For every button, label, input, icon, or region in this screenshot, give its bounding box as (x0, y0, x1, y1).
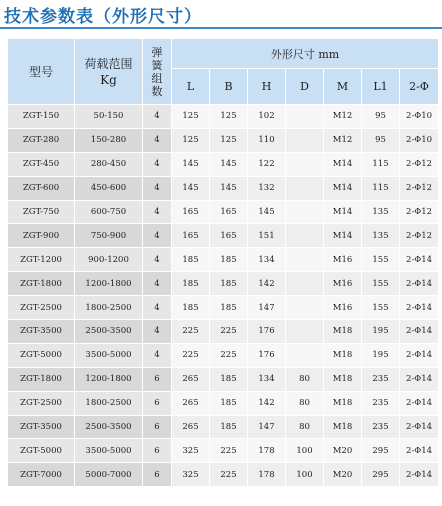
cell-dim-l: 125 (172, 105, 210, 129)
cell-dim-l1: 235 (362, 367, 400, 391)
cell-dim-holes: 2-Φ14 (400, 272, 439, 296)
cell-dim-m: M18 (324, 367, 362, 391)
cell-dim-h: 142 (248, 272, 286, 296)
cell-spring: 4 (143, 320, 172, 344)
cell-dim-m: M18 (324, 415, 362, 439)
table-row (8, 200, 439, 224)
cell-dim-h: 122 (248, 152, 286, 176)
cell-dim-l: 185 (172, 272, 210, 296)
cell-spring: 6 (143, 367, 172, 391)
cell-dim-b: 185 (210, 415, 248, 439)
cell-dim-m: M14 (324, 200, 362, 224)
cell-model: ZGT-750 (8, 200, 75, 224)
cell-spring: 4 (143, 152, 172, 176)
cell-load: 750-900 (75, 224, 143, 248)
cell-dim-d (286, 296, 324, 320)
cell-dim-h: 102 (248, 105, 286, 129)
cell-spring: 6 (143, 415, 172, 439)
header-spring (143, 39, 172, 105)
cell-dim-l: 325 (172, 439, 210, 463)
header-load (75, 39, 143, 105)
cell-dim-b: 185 (210, 367, 248, 391)
header-spring-char: 数 (151, 84, 163, 98)
cell-dim-h: 178 (248, 463, 286, 487)
header-model: 型号 (8, 39, 75, 105)
header-load-line1: 荷载范围 (84, 56, 133, 71)
header-dim-b: B (210, 69, 248, 105)
table-row (8, 391, 439, 415)
cell-dim-h: 134 (248, 367, 286, 391)
cell-dim-holes: 2-Φ14 (400, 415, 439, 439)
cell-dim-b: 225 (210, 320, 248, 344)
cell-dim-m: M14 (324, 152, 362, 176)
cell-dim-l: 125 (172, 128, 210, 152)
cell-dim-l: 225 (172, 343, 210, 367)
table-row (8, 272, 439, 296)
cell-dim-l: 185 (172, 248, 210, 272)
cell-load: 600-750 (75, 200, 143, 224)
cell-dim-m: M12 (324, 105, 362, 129)
cell-dim-holes: 2-Φ10 (400, 105, 439, 129)
cell-load: 3500-5000 (75, 343, 143, 367)
cell-dim-m: M20 (324, 463, 362, 487)
cell-dim-m: M14 (324, 176, 362, 200)
cell-load: 1200-1800 (75, 272, 143, 296)
cell-dim-d (286, 105, 324, 129)
cell-dim-l1: 155 (362, 296, 400, 320)
cell-load: 280-450 (75, 152, 143, 176)
table-row (8, 105, 439, 129)
cell-dim-l1: 155 (362, 272, 400, 296)
cell-dim-l1: 195 (362, 320, 400, 344)
cell-dim-l: 145 (172, 176, 210, 200)
cell-dim-h: 176 (248, 343, 286, 367)
cell-dim-l1: 295 (362, 439, 400, 463)
cell-spring: 4 (143, 200, 172, 224)
table-row (8, 367, 439, 391)
cell-dim-b: 125 (210, 128, 248, 152)
cell-dim-b: 145 (210, 176, 248, 200)
cell-model: ZGT-3500 (8, 415, 75, 439)
cell-load: 150-280 (75, 128, 143, 152)
cell-model: ZGT-7000 (8, 463, 75, 487)
header-spring-char: 组 (151, 71, 163, 85)
cell-dim-l: 185 (172, 296, 210, 320)
cell-dim-l1: 135 (362, 200, 400, 224)
cell-model: ZGT-900 (8, 224, 75, 248)
header-load-line2: Kg (100, 72, 117, 87)
table-row (8, 224, 439, 248)
table-row (8, 439, 439, 463)
cell-dim-b: 225 (210, 439, 248, 463)
cell-spring: 4 (143, 248, 172, 272)
cell-spring: 4 (143, 343, 172, 367)
table-row (8, 463, 439, 487)
table-row (8, 343, 439, 367)
cell-dim-d: 80 (286, 415, 324, 439)
cell-dim-m: M16 (324, 296, 362, 320)
table-row (8, 248, 439, 272)
cell-dim-d (286, 224, 324, 248)
cell-dim-holes: 2-Φ14 (400, 343, 439, 367)
header-dims-group: 外形尺寸 mm (172, 39, 439, 69)
cell-dim-m: M20 (324, 439, 362, 463)
cell-load: 900-1200 (75, 248, 143, 272)
cell-dim-l1: 95 (362, 105, 400, 129)
cell-dim-l1: 235 (362, 391, 400, 415)
cell-dim-l1: 195 (362, 343, 400, 367)
cell-dim-l: 145 (172, 152, 210, 176)
cell-load: 2500-3500 (75, 415, 143, 439)
header-dim-l1: L1 (362, 69, 400, 105)
cell-dim-holes: 2-Φ14 (400, 391, 439, 415)
cell-dim-holes: 2-Φ14 (400, 248, 439, 272)
cell-dim-l: 225 (172, 320, 210, 344)
cell-spring: 4 (143, 224, 172, 248)
cell-load: 3500-5000 (75, 439, 143, 463)
cell-spring: 4 (143, 272, 172, 296)
cell-dim-h: 110 (248, 128, 286, 152)
cell-load: 1800-2500 (75, 391, 143, 415)
cell-dim-holes: 2-Φ10 (400, 128, 439, 152)
cell-dim-h: 132 (248, 176, 286, 200)
cell-spring: 4 (143, 128, 172, 152)
cell-dim-l1: 115 (362, 152, 400, 176)
cell-dim-b: 165 (210, 200, 248, 224)
cell-dim-d (286, 200, 324, 224)
cell-dim-l1: 95 (362, 128, 400, 152)
cell-dim-d (286, 152, 324, 176)
cell-dim-h: 145 (248, 200, 286, 224)
cell-dim-b: 225 (210, 463, 248, 487)
cell-dim-m: M18 (324, 320, 362, 344)
cell-dim-l: 265 (172, 367, 210, 391)
cell-dim-d: 80 (286, 391, 324, 415)
table-row (8, 320, 439, 344)
cell-model: ZGT-280 (8, 128, 75, 152)
cell-model: ZGT-2500 (8, 391, 75, 415)
cell-model: ZGT-5000 (8, 439, 75, 463)
cell-dim-b: 125 (210, 105, 248, 129)
cell-dim-l1: 235 (362, 415, 400, 439)
cell-model: ZGT-150 (8, 105, 75, 129)
cell-dim-d (286, 176, 324, 200)
cell-dim-h: 178 (248, 439, 286, 463)
cell-load: 1200-1800 (75, 367, 143, 391)
cell-model: ZGT-5000 (8, 343, 75, 367)
cell-dim-holes: 2-Φ14 (400, 439, 439, 463)
cell-dim-h: 151 (248, 224, 286, 248)
cell-dim-h: 176 (248, 320, 286, 344)
cell-dim-b: 225 (210, 343, 248, 367)
cell-spring: 6 (143, 391, 172, 415)
cell-dim-l1: 295 (362, 463, 400, 487)
cell-dim-b: 185 (210, 296, 248, 320)
table-row (8, 415, 439, 439)
spec-table (7, 38, 439, 487)
cell-dim-m: M16 (324, 272, 362, 296)
cell-dim-holes: 2-Φ12 (400, 224, 439, 248)
cell-load: 50-150 (75, 105, 143, 129)
cell-dim-h: 134 (248, 248, 286, 272)
cell-spring: 6 (143, 439, 172, 463)
cell-dim-l: 265 (172, 391, 210, 415)
cell-model: ZGT-2500 (8, 296, 75, 320)
cell-dim-b: 185 (210, 272, 248, 296)
cell-dim-holes: 2-Φ14 (400, 367, 439, 391)
cell-dim-holes: 2-Φ14 (400, 320, 439, 344)
cell-dim-b: 185 (210, 391, 248, 415)
cell-dim-holes: 2-Φ12 (400, 152, 439, 176)
cell-dim-m: M18 (324, 343, 362, 367)
cell-dim-l1: 115 (362, 176, 400, 200)
cell-model: ZGT-600 (8, 176, 75, 200)
cell-model: ZGT-3500 (8, 320, 75, 344)
cell-dim-d (286, 272, 324, 296)
cell-dim-l: 325 (172, 463, 210, 487)
title-underline (0, 27, 442, 29)
header-dim-m: M (324, 69, 362, 105)
cell-dim-h: 147 (248, 415, 286, 439)
cell-dim-b: 145 (210, 152, 248, 176)
table-row (8, 296, 439, 320)
cell-load: 1800-2500 (75, 296, 143, 320)
cell-model: ZGT-1800 (8, 367, 75, 391)
cell-dim-h: 147 (248, 296, 286, 320)
cell-dim-h: 142 (248, 391, 286, 415)
page-title: 技术参数表（外形尺寸） (4, 7, 202, 27)
cell-dim-d: 100 (286, 463, 324, 487)
cell-dim-d (286, 343, 324, 367)
cell-spring: 4 (143, 296, 172, 320)
header-dim-d: D (286, 69, 324, 105)
header-dim-holes: 2-Φ (400, 69, 439, 105)
header-dim-l: L (172, 69, 210, 105)
cell-load: 5000-7000 (75, 463, 143, 487)
spec-table-body (8, 105, 439, 487)
cell-model: ZGT-1200 (8, 248, 75, 272)
table-row (8, 128, 439, 152)
cell-dim-b: 165 (210, 224, 248, 248)
header-spring-char: 簧 (151, 58, 163, 72)
cell-dim-d (286, 128, 324, 152)
cell-model: ZGT-450 (8, 152, 75, 176)
cell-dim-m: M12 (324, 128, 362, 152)
cell-dim-holes: 2-Φ14 (400, 296, 439, 320)
cell-dim-holes: 2-Φ12 (400, 176, 439, 200)
header-row-top (8, 39, 439, 69)
cell-dim-m: M14 (324, 224, 362, 248)
title-bar (0, 0, 442, 30)
cell-load: 2500-3500 (75, 320, 143, 344)
cell-dim-l: 165 (172, 224, 210, 248)
cell-dim-holes: 2-Φ14 (400, 463, 439, 487)
cell-dim-b: 185 (210, 248, 248, 272)
cell-dim-l1: 155 (362, 248, 400, 272)
cell-spring: 6 (143, 463, 172, 487)
cell-dim-d (286, 320, 324, 344)
cell-model: ZGT-1800 (8, 272, 75, 296)
cell-dim-l1: 135 (362, 224, 400, 248)
cell-dim-d: 100 (286, 439, 324, 463)
header-dim-h: H (248, 69, 286, 105)
cell-dim-m: M18 (324, 391, 362, 415)
cell-dim-d (286, 248, 324, 272)
table-row (8, 176, 439, 200)
cell-dim-l: 165 (172, 200, 210, 224)
cell-dim-m: M16 (324, 248, 362, 272)
cell-spring: 4 (143, 176, 172, 200)
cell-spring: 4 (143, 105, 172, 129)
cell-dim-d: 80 (286, 367, 324, 391)
header-spring-char: 弹 (151, 45, 163, 59)
cell-load: 450-600 (75, 176, 143, 200)
table-row (8, 152, 439, 176)
cell-dim-l: 265 (172, 415, 210, 439)
cell-dim-holes: 2-Φ12 (400, 200, 439, 224)
